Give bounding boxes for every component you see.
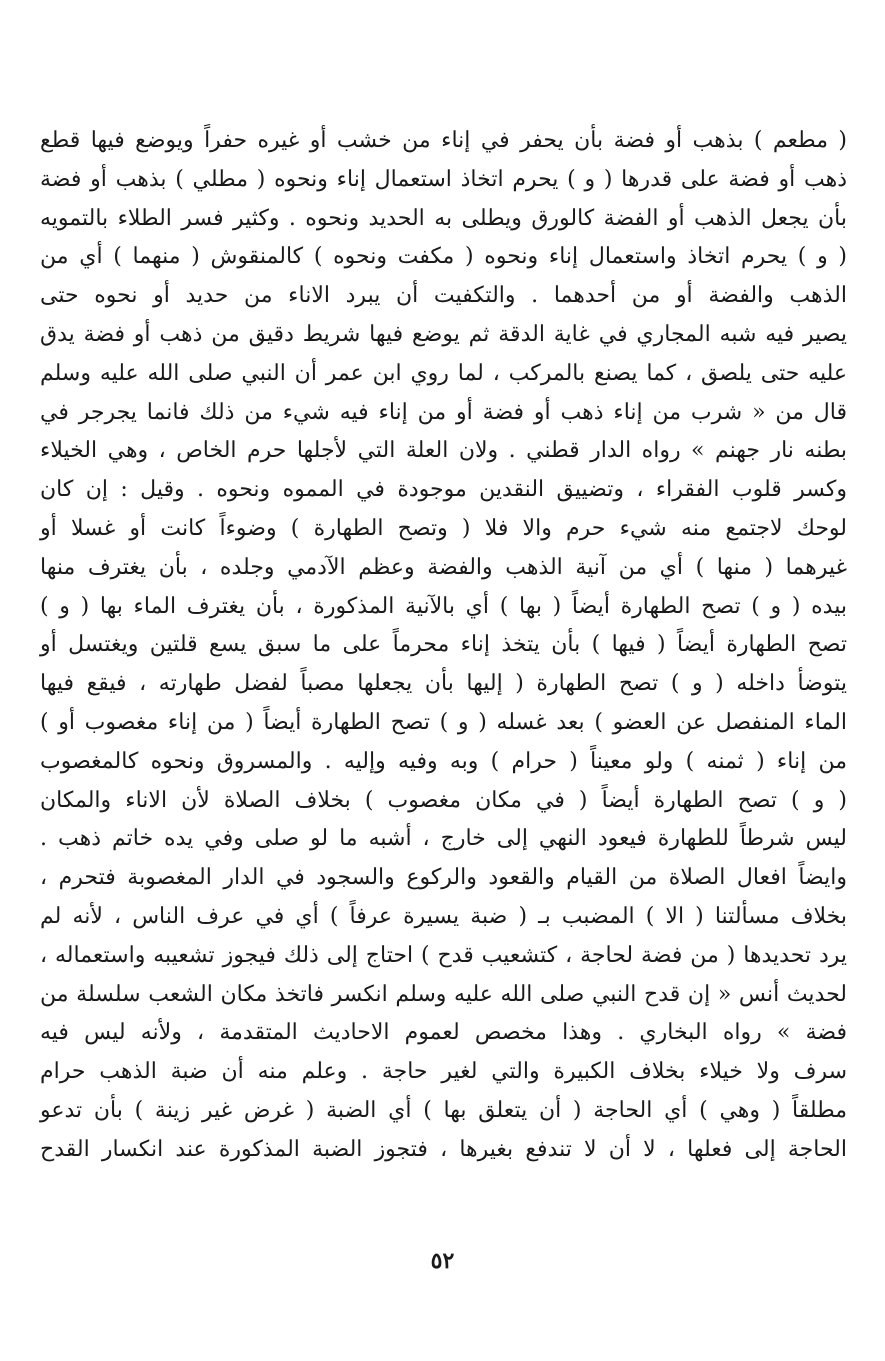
- text-line: بطنه نار جهنم » رواه الدار قطني . ولان العلة التي لأجلها حرم الخاص ، وهي الخيلاء: [40, 438, 847, 464]
- text-line: وايضاً افعال الصلاة من القيام والقعود والركوع والسجود في الدار المغصوبة فتحرم ،: [40, 865, 847, 891]
- text-line: يصير فيه شبه المجاري في غاية الدقة ثم يوضع فيها شريط دقيق من ذهب أو فضة يدق: [40, 321, 847, 347]
- text-line: ليس شرطاً للطهارة فيعود النهي إلى خارج ، أشبه ما لو صلى وفي يده خاتم ذهب .: [40, 826, 847, 852]
- text-line: بخلاف مسألتنا ( الا ) المضبب بـ ( ضبة يسيرة عرفاً ) أي في عرف الناس ، لأنه لم: [40, 903, 847, 929]
- text-line: مطلقاً ( وهي ) أي الحاجة ( أن يتعلق بها ) أي الضبة ( غرض غير زينة ) بأن تدعو: [40, 1097, 847, 1123]
- text-line: عليه حتى يلصق ، كما يصنع بالمركب ، لما روي ابن عمر أن النبي صلى الله عليه وسلم: [40, 360, 847, 386]
- text-line: ( و ) تصح الطهارة أيضاً ( في مكان مغصوب ) بخلاف الصلاة لأن الاناء والمكان: [40, 787, 847, 813]
- text-line: من إناء ( ثمنه ) ولو معيناً ( حرام ) وبه وفيه وإليه . والمسروق ونحوه كالمغصوب: [40, 748, 847, 774]
- text-line: الماء المنفصل عن العضو ) بعد غسله ( و ) تصح الطهارة أيضاً ( من إناء مغصوب أو ): [40, 709, 847, 735]
- text-line: بأن يجعل الذهب أو الفضة كالورق ويطلى به الحديد ونحوه . وكثير فسر الطلاء بالتمويه: [40, 205, 847, 231]
- text-line: يرد تحديدها ( من فضة لحاجة ، كتشعيب قدح ) احتاج إلى ذلك فيجوز تشعيبه واستعماله ،: [40, 942, 847, 968]
- text-line: وكسر قلوب الفقراء ، وتضييق النقدين موجودة في المموه ونحوه . وقيل : إن كان: [40, 477, 847, 503]
- text-line: بيده ( و ) تصح الطهارة أيضاً ( بها ) أي بالآنية المذكورة ، بأن يغترف الماء بها ( و ): [40, 593, 847, 619]
- text-line: تصح الطهارة أيضاً ( فيها ) بأن يتخذ إناء محرماً على ما سبق يسع قلتين ويغتسل أو: [40, 632, 847, 658]
- text-line: ( مطعم ) بذهب أو فضة بأن يحفر في إناء من خشب أو غيره حفراً ويوضع فيها قطع: [40, 128, 847, 153]
- text-line: فضة » رواه البخاري . وهذا مخصص لعموم الاحاديث المتقدمة ، ولأنه ليس فيه: [40, 1020, 847, 1046]
- page-number: ٥٢: [430, 1248, 455, 1274]
- text-line: لوحك لاجتمع منه شيء حرم والا فلا ( وتصح الطهارة ) وضوءاً كانت أو غسلا أو: [40, 515, 847, 541]
- text-line: الحاجة إلى فعلها ، لا أن لا تندفع بغيرها ، فتجوز الضبة المذكورة عند انكسار القدح: [40, 1136, 847, 1162]
- text-line: قال من « شرب من إناء ذهب أو فضة أو من إناء فيه شيء من ذلك فانما يجرجر في: [40, 399, 847, 425]
- text-line: غيرهما ( منها ) أي من آنية الذهب والفضة وعظم الآدمي وجلده ، بأن يغترف منها: [40, 554, 847, 580]
- text-line: الذهب والفضة أو من أحدهما . والتكفيت أن يبرد الاناء من حديد أو نحوه حتى: [40, 283, 847, 309]
- body-text: [40, 122, 847, 1170]
- text-line: يتوضأ داخله ( و ) تصح الطهارة ( إليها بأن يجعلها مصباً لفضل طهارته ، فيقع فيها: [40, 671, 847, 697]
- text-line: سرف ولا خيلاء بخلاف الكبيرة والتي لغير حاجة . وعلم منه أن ضبة الذهب حرام: [40, 1059, 847, 1085]
- text-line: لحديث أنس « إن قدح النبي صلى الله عليه وسلم انكسر فاتخذ مكان الشعب سلسلة من: [40, 981, 847, 1007]
- text-line: ( و ) يحرم اتخاذ واستعمال إناء ونحوه ( مكفت ونحوه ) كالمنقوش ( منهما ) أي من: [40, 244, 847, 270]
- text-line: ذهب أو فضة على قدرها ( و ) يحرم اتخاذ استعمال إناء ونحوه ( مطلي ) بذهب أو فضة: [40, 166, 847, 192]
